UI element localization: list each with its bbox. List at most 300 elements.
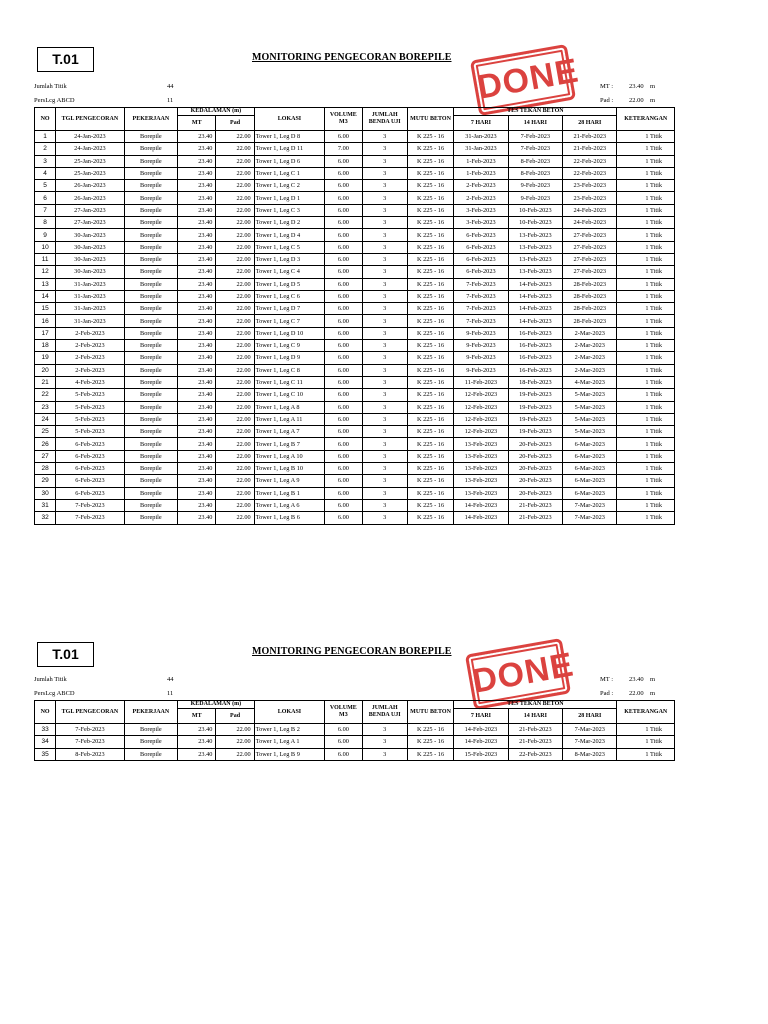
cell-mt: 23.40	[178, 204, 216, 216]
cell-lokasi: Tower 1, Leg D 6	[254, 155, 325, 167]
cell-14hari: 19-Feb-2023	[508, 389, 562, 401]
cell-mt: 23.40	[178, 327, 216, 339]
cell-28hari: 22-Feb-2023	[563, 167, 617, 179]
cell-tgl: 30-Jan-2023	[56, 229, 125, 241]
cell-volume: 6.00	[325, 303, 362, 315]
cell-mt: 23.40	[178, 724, 216, 736]
cell-pad: 22.00	[216, 167, 254, 179]
cell-28hari: 27-Feb-2023	[563, 229, 617, 241]
cell-mutu: K 225 - 16	[407, 217, 453, 229]
cell-keterangan: 1 Titik	[617, 724, 675, 736]
cell-keterangan: 1 Titik	[617, 290, 675, 302]
cell-28hari: 27-Feb-2023	[563, 253, 617, 265]
cell-28hari: 7-Mar-2023	[563, 499, 617, 511]
cell-mt: 23.40	[178, 748, 216, 760]
cell-jumlah: 3	[362, 241, 407, 253]
cell-no: 20	[35, 364, 56, 376]
header-pekerjaan: PEKERJAAN	[124, 108, 177, 131]
cell-volume: 6.00	[325, 229, 362, 241]
cell-keterangan: 1 Titik	[617, 438, 675, 450]
pad-unit: m	[650, 690, 656, 697]
header-no: NO	[35, 108, 56, 131]
cell-mt: 23.40	[178, 499, 216, 511]
cell-tgl: 26-Jan-2023	[56, 180, 125, 192]
cell-pekerjaan: Borepile	[124, 340, 177, 352]
cell-pad: 22.00	[216, 376, 254, 388]
cell-28hari: 2-Mar-2023	[563, 340, 617, 352]
cell-pad: 22.00	[216, 475, 254, 487]
cell-28hari: 24-Feb-2023	[563, 204, 617, 216]
cell-pekerjaan: Borepile	[124, 167, 177, 179]
cell-volume: 6.00	[325, 217, 362, 229]
header-volume: VOLUME M3	[325, 701, 362, 724]
cell-7hari: 9-Feb-2023	[454, 364, 508, 376]
header-tes: TES TEKAN BETON	[454, 108, 617, 116]
cell-jumlah: 3	[362, 327, 407, 339]
cell-jumlah: 3	[362, 266, 407, 278]
cell-7hari: 9-Feb-2023	[454, 352, 508, 364]
cell-jumlah: 3	[362, 253, 407, 265]
cell-no: 17	[35, 327, 56, 339]
cell-mutu: K 225 - 16	[407, 450, 453, 462]
cell-pekerjaan: Borepile	[124, 499, 177, 511]
cell-volume: 6.00	[325, 475, 362, 487]
cell-jumlah: 3	[362, 204, 407, 216]
cell-no: 9	[35, 229, 56, 241]
cell-keterangan: 1 Titik	[617, 229, 675, 241]
pad-value: 22.00	[629, 690, 644, 697]
cell-mt: 23.40	[178, 155, 216, 167]
header-mutu: MUTU BETON	[407, 108, 453, 131]
cell-14hari: 19-Feb-2023	[508, 401, 562, 413]
table-code: T.01	[37, 47, 94, 72]
cell-14hari: 9-Feb-2023	[508, 192, 562, 204]
cell-keterangan: 1 Titik	[617, 192, 675, 204]
cell-pad: 22.00	[216, 748, 254, 760]
jumlah-titik-value: 44	[167, 83, 174, 90]
cell-28hari: 7-Mar-2023	[563, 512, 617, 524]
cell-28hari: 4-Mar-2023	[563, 376, 617, 388]
cell-no: 11	[35, 253, 56, 265]
cell-28hari: 27-Feb-2023	[563, 241, 617, 253]
cell-pekerjaan: Borepile	[124, 376, 177, 388]
cell-14hari: 14-Feb-2023	[508, 278, 562, 290]
cell-keterangan: 1 Titik	[617, 204, 675, 216]
cell-7hari: 6-Feb-2023	[454, 241, 508, 253]
cell-pad: 22.00	[216, 487, 254, 499]
cell-pekerjaan: Borepile	[124, 131, 177, 143]
cell-tgl: 7-Feb-2023	[56, 512, 125, 524]
cell-lokasi: Tower 1, Leg C 4	[254, 266, 325, 278]
cell-pekerjaan: Borepile	[124, 327, 177, 339]
cell-14hari: 16-Feb-2023	[508, 327, 562, 339]
cell-keterangan: 1 Titik	[617, 303, 675, 315]
cell-mt: 23.40	[178, 143, 216, 155]
cell-jumlah: 3	[362, 315, 407, 327]
header-tes: TES TEKAN BETON	[454, 701, 617, 709]
cell-lokasi: Tower 1, Leg D 5	[254, 278, 325, 290]
cell-no: 18	[35, 340, 56, 352]
cell-tgl: 2-Feb-2023	[56, 364, 125, 376]
cell-28hari: 5-Mar-2023	[563, 426, 617, 438]
cell-no: 34	[35, 736, 56, 748]
cell-mt: 23.40	[178, 401, 216, 413]
header-14hari: 14 HARI	[508, 709, 562, 724]
cell-tgl: 6-Feb-2023	[56, 438, 125, 450]
header-tgl: TGL PENGECORAN	[56, 108, 125, 131]
cell-volume: 6.00	[325, 499, 362, 511]
cell-volume: 6.00	[325, 736, 362, 748]
mt-value: 23.40	[629, 83, 644, 90]
cell-7hari: 3-Feb-2023	[454, 217, 508, 229]
table-row	[35, 241, 675, 253]
cell-lokasi: Tower 1, Leg A 1	[254, 736, 325, 748]
cell-pekerjaan: Borepile	[124, 748, 177, 760]
cell-pekerjaan: Borepile	[124, 217, 177, 229]
jumlah-titik-value: 44	[167, 676, 174, 683]
cell-pekerjaan: Borepile	[124, 180, 177, 192]
cell-pad: 22.00	[216, 352, 254, 364]
header-jumlah: JUMLAH BENDA UJI	[362, 108, 407, 131]
cell-volume: 6.00	[325, 290, 362, 302]
cell-jumlah: 3	[362, 131, 407, 143]
cell-28hari: 6-Mar-2023	[563, 438, 617, 450]
cell-keterangan: 1 Titik	[617, 241, 675, 253]
cell-7hari: 13-Feb-2023	[454, 438, 508, 450]
cell-14hari: 19-Feb-2023	[508, 426, 562, 438]
cell-28hari: 7-Mar-2023	[563, 724, 617, 736]
cell-jumlah: 3	[362, 724, 407, 736]
cell-tgl: 30-Jan-2023	[56, 253, 125, 265]
cell-pekerjaan: Borepile	[124, 413, 177, 425]
cell-volume: 6.00	[325, 376, 362, 388]
cell-tgl: 7-Feb-2023	[56, 736, 125, 748]
cell-14hari: 13-Feb-2023	[508, 266, 562, 278]
cell-keterangan: 1 Titik	[617, 340, 675, 352]
header-pad: Pad	[216, 116, 254, 131]
cell-volume: 6.00	[325, 241, 362, 253]
cell-28hari: 23-Feb-2023	[563, 180, 617, 192]
page-title: MONITORING PENGECORAN BOREPILE	[252, 646, 452, 657]
cell-mt: 23.40	[178, 315, 216, 327]
table-row	[35, 748, 675, 760]
jumlah-titik-label: Jumlah Titik	[34, 676, 67, 683]
table-row	[35, 327, 675, 339]
table-row	[35, 475, 675, 487]
cell-pad: 22.00	[216, 327, 254, 339]
cell-14hari: 21-Feb-2023	[508, 499, 562, 511]
table-body	[35, 724, 675, 761]
cell-lokasi: Tower 1, Leg D 1	[254, 192, 325, 204]
cell-pad: 22.00	[216, 303, 254, 315]
header-lokasi: LOKASI	[254, 701, 325, 724]
cell-28hari: 5-Mar-2023	[563, 413, 617, 425]
cell-14hari: 21-Feb-2023	[508, 736, 562, 748]
cell-mutu: K 225 - 16	[407, 327, 453, 339]
cell-7hari: 1-Feb-2023	[454, 155, 508, 167]
cell-jumlah: 3	[362, 389, 407, 401]
cell-mt: 23.40	[178, 278, 216, 290]
cell-tgl: 30-Jan-2023	[56, 266, 125, 278]
cell-no: 13	[35, 278, 56, 290]
cell-volume: 6.00	[325, 512, 362, 524]
cell-keterangan: 1 Titik	[617, 736, 675, 748]
cell-mt: 23.40	[178, 463, 216, 475]
cell-14hari: 19-Feb-2023	[508, 413, 562, 425]
cell-14hari: 20-Feb-2023	[508, 438, 562, 450]
cell-keterangan: 1 Titik	[617, 155, 675, 167]
cell-jumlah: 3	[362, 475, 407, 487]
cell-mutu: K 225 - 16	[407, 167, 453, 179]
cell-volume: 6.00	[325, 413, 362, 425]
cell-keterangan: 1 Titik	[617, 475, 675, 487]
cell-mt: 23.40	[178, 376, 216, 388]
cell-no: 8	[35, 217, 56, 229]
header-tgl: TGL PENGECORAN	[56, 701, 125, 724]
cell-no: 12	[35, 266, 56, 278]
pad-unit: m	[650, 97, 656, 104]
cell-7hari: 31-Jan-2023	[454, 131, 508, 143]
cell-mutu: K 225 - 16	[407, 143, 453, 155]
cell-pad: 22.00	[216, 143, 254, 155]
cell-no: 4	[35, 167, 56, 179]
cell-lokasi: Tower 1, Leg A 7	[254, 426, 325, 438]
cell-volume: 6.00	[325, 426, 362, 438]
cell-pekerjaan: Borepile	[124, 389, 177, 401]
cell-volume: 6.00	[325, 266, 362, 278]
cell-7hari: 6-Feb-2023	[454, 266, 508, 278]
cell-volume: 6.00	[325, 487, 362, 499]
cell-volume: 6.00	[325, 748, 362, 760]
cell-keterangan: 1 Titik	[617, 167, 675, 179]
cell-pad: 22.00	[216, 204, 254, 216]
header-pekerjaan: PEKERJAAN	[124, 701, 177, 724]
cell-tgl: 26-Jan-2023	[56, 192, 125, 204]
cell-14hari: 16-Feb-2023	[508, 364, 562, 376]
cell-mutu: K 225 - 16	[407, 266, 453, 278]
cell-jumlah: 3	[362, 376, 407, 388]
cell-lokasi: Tower 1, Leg C 10	[254, 389, 325, 401]
table-row	[35, 143, 675, 155]
cell-lokasi: Tower 1, Leg C 7	[254, 315, 325, 327]
cell-pekerjaan: Borepile	[124, 426, 177, 438]
cell-keterangan: 1 Titik	[617, 315, 675, 327]
cell-jumlah: 3	[362, 290, 407, 302]
cell-pad: 22.00	[216, 438, 254, 450]
cell-14hari: 20-Feb-2023	[508, 463, 562, 475]
cell-14hari: 13-Feb-2023	[508, 241, 562, 253]
cell-pad: 22.00	[216, 180, 254, 192]
cell-pekerjaan: Borepile	[124, 463, 177, 475]
cell-mutu: K 225 - 16	[407, 487, 453, 499]
cell-28hari: 2-Mar-2023	[563, 327, 617, 339]
cell-volume: 6.00	[325, 167, 362, 179]
cell-tgl: 2-Feb-2023	[56, 340, 125, 352]
cell-mt: 23.40	[178, 266, 216, 278]
cell-mt: 23.40	[178, 413, 216, 425]
table-row	[35, 512, 675, 524]
cell-tgl: 2-Feb-2023	[56, 352, 125, 364]
cell-no: 6	[35, 192, 56, 204]
table-row	[35, 131, 675, 143]
pad-label: Pad :	[600, 97, 614, 104]
header-jumlah: JUMLAH BENDA UJI	[362, 701, 407, 724]
cell-pad: 22.00	[216, 512, 254, 524]
cell-lokasi: Tower 1, Leg B 9	[254, 748, 325, 760]
cell-jumlah: 3	[362, 426, 407, 438]
cell-jumlah: 3	[362, 512, 407, 524]
jumlah-titik-label: Jumlah Titik	[34, 83, 67, 90]
header-14hari: 14 HARI	[508, 116, 562, 131]
cell-lokasi: Tower 1, Leg A 10	[254, 450, 325, 462]
cell-mutu: K 225 - 16	[407, 303, 453, 315]
cell-mutu: K 225 - 16	[407, 413, 453, 425]
cell-no: 22	[35, 389, 56, 401]
cell-no: 26	[35, 438, 56, 450]
cell-pad: 22.00	[216, 364, 254, 376]
cell-tgl: 25-Jan-2023	[56, 155, 125, 167]
cell-no: 28	[35, 463, 56, 475]
cell-jumlah: 3	[362, 180, 407, 192]
cell-7hari: 14-Feb-2023	[454, 499, 508, 511]
cell-no: 25	[35, 426, 56, 438]
cell-7hari: 14-Feb-2023	[454, 512, 508, 524]
cell-pekerjaan: Borepile	[124, 204, 177, 216]
cell-pad: 22.00	[216, 131, 254, 143]
table-row	[35, 413, 675, 425]
cell-jumlah: 3	[362, 143, 407, 155]
cell-tgl: 31-Jan-2023	[56, 315, 125, 327]
cell-pad: 22.00	[216, 217, 254, 229]
cell-lokasi: Tower 1, Leg C 3	[254, 204, 325, 216]
cell-7hari: 7-Feb-2023	[454, 290, 508, 302]
table-row	[35, 315, 675, 327]
cell-7hari: 7-Feb-2023	[454, 315, 508, 327]
cell-14hari: 22-Feb-2023	[508, 748, 562, 760]
cell-28hari: 2-Mar-2023	[563, 352, 617, 364]
cell-28hari: 21-Feb-2023	[563, 131, 617, 143]
table-row	[35, 376, 675, 388]
cell-tgl: 24-Jan-2023	[56, 143, 125, 155]
cell-jumlah: 3	[362, 229, 407, 241]
cell-tgl: 31-Jan-2023	[56, 290, 125, 302]
cell-no: 33	[35, 724, 56, 736]
cell-pekerjaan: Borepile	[124, 352, 177, 364]
cell-7hari: 13-Feb-2023	[454, 463, 508, 475]
cell-28hari: 5-Mar-2023	[563, 401, 617, 413]
cell-jumlah: 3	[362, 499, 407, 511]
cell-pad: 22.00	[216, 315, 254, 327]
cell-volume: 6.00	[325, 180, 362, 192]
cell-14hari: 21-Feb-2023	[508, 724, 562, 736]
cell-pekerjaan: Borepile	[124, 364, 177, 376]
cell-keterangan: 1 Titik	[617, 327, 675, 339]
table-row	[35, 253, 675, 265]
cell-mt: 23.40	[178, 229, 216, 241]
cell-lokasi: Tower 1, Leg C 5	[254, 241, 325, 253]
cell-lokasi: Tower 1, Leg B 7	[254, 438, 325, 450]
cell-pad: 22.00	[216, 253, 254, 265]
cell-28hari: 6-Mar-2023	[563, 450, 617, 462]
cell-mutu: K 225 - 16	[407, 278, 453, 290]
cell-14hari: 8-Feb-2023	[508, 167, 562, 179]
cell-keterangan: 1 Titik	[617, 748, 675, 760]
header-no: NO	[35, 701, 56, 724]
cell-no: 35	[35, 748, 56, 760]
done-stamp: DONE	[470, 44, 576, 116]
cell-jumlah: 3	[362, 463, 407, 475]
cell-mutu: K 225 - 16	[407, 401, 453, 413]
cell-tgl: 6-Feb-2023	[56, 450, 125, 462]
cell-14hari: 13-Feb-2023	[508, 253, 562, 265]
cell-7hari: 12-Feb-2023	[454, 426, 508, 438]
cell-no: 21	[35, 376, 56, 388]
cell-mutu: K 225 - 16	[407, 438, 453, 450]
cell-7hari: 13-Feb-2023	[454, 450, 508, 462]
cell-7hari: 14-Feb-2023	[454, 736, 508, 748]
cell-28hari: 27-Feb-2023	[563, 266, 617, 278]
cell-keterangan: 1 Titik	[617, 450, 675, 462]
cell-mt: 23.40	[178, 426, 216, 438]
cell-mutu: K 225 - 16	[407, 475, 453, 487]
cell-volume: 6.00	[325, 278, 362, 290]
cell-7hari: 7-Feb-2023	[454, 303, 508, 315]
cell-jumlah: 3	[362, 364, 407, 376]
pad-value: 22.00	[629, 97, 644, 104]
cell-14hari: 7-Feb-2023	[508, 131, 562, 143]
cell-pekerjaan: Borepile	[124, 475, 177, 487]
cell-mutu: K 225 - 16	[407, 241, 453, 253]
section-2	[0, 595, 768, 795]
cell-mutu: K 225 - 16	[407, 204, 453, 216]
cell-tgl: 27-Jan-2023	[56, 204, 125, 216]
cell-mutu: K 225 - 16	[407, 315, 453, 327]
cell-pad: 22.00	[216, 229, 254, 241]
cell-tgl: 5-Feb-2023	[56, 389, 125, 401]
cell-28hari: 28-Feb-2023	[563, 290, 617, 302]
cell-keterangan: 1 Titik	[617, 217, 675, 229]
cell-keterangan: 1 Titik	[617, 278, 675, 290]
table-row	[35, 155, 675, 167]
cell-mt: 23.40	[178, 475, 216, 487]
cell-keterangan: 1 Titik	[617, 364, 675, 376]
cell-no: 15	[35, 303, 56, 315]
header-kedalaman: KEDALAMAN (m)	[178, 108, 255, 116]
pad-label: Pad :	[600, 690, 614, 697]
cell-jumlah: 3	[362, 192, 407, 204]
cell-7hari: 31-Jan-2023	[454, 143, 508, 155]
cell-keterangan: 1 Titik	[617, 401, 675, 413]
cell-14hari: 14-Feb-2023	[508, 290, 562, 302]
cell-keterangan: 1 Titik	[617, 131, 675, 143]
pers-value: 11	[167, 690, 174, 697]
page-title: MONITORING PENGECORAN BOREPILE	[252, 52, 452, 63]
cell-pekerjaan: Borepile	[124, 266, 177, 278]
cell-28hari: 6-Mar-2023	[563, 487, 617, 499]
cell-14hari: 10-Feb-2023	[508, 204, 562, 216]
cell-keterangan: 1 Titik	[617, 143, 675, 155]
cell-volume: 6.00	[325, 131, 362, 143]
cell-28hari: 23-Feb-2023	[563, 192, 617, 204]
cell-lokasi: Tower 1, Leg D 8	[254, 131, 325, 143]
cell-tgl: 4-Feb-2023	[56, 376, 125, 388]
cell-tgl: 6-Feb-2023	[56, 475, 125, 487]
cell-28hari: 24-Feb-2023	[563, 217, 617, 229]
cell-volume: 6.00	[325, 340, 362, 352]
cell-7hari: 2-Feb-2023	[454, 180, 508, 192]
cell-tgl: 5-Feb-2023	[56, 413, 125, 425]
table-row	[35, 204, 675, 216]
